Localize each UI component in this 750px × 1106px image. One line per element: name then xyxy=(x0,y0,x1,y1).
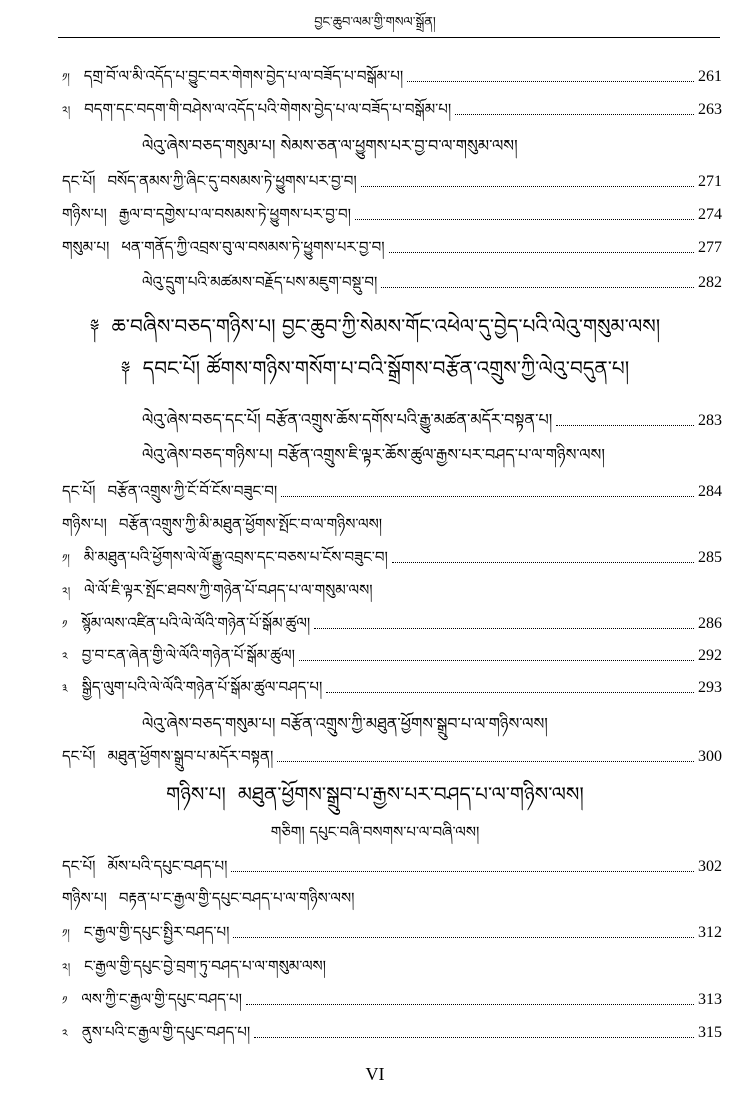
toc-entry-page: 277 xyxy=(698,239,722,256)
toc-entry-title: བདག་དང་བདག་གི་བཤེས་ལ་འདོད་པའི་གེགས་བྱེད་པ་ལ་བཟོད་པ་བསྒོམ་པ། xyxy=(84,100,452,118)
toc-entry-page: 271 xyxy=(698,173,722,190)
toc-entry-page: 293 xyxy=(698,679,722,696)
toc-entry-title: ལེ་ལོ་ཇི་ལྟར་སྤོང་ཐབས་ཀྱི་གཉེན་པོ་བཤད་པ་ལ་གསུམ་ལས། xyxy=(84,581,373,599)
toc-entry-label: དང་པོ། xyxy=(62,482,96,500)
toc-entry xyxy=(62,169,722,194)
section-heading xyxy=(142,134,518,158)
toc-entry-page: 274 xyxy=(698,206,722,223)
toc-entry xyxy=(62,545,722,571)
chapter-heading-title: དབང་པོ། ཚོགས་གཉིས་གསོག་པ་བའི་སྒྲོགས་བརྩོན་འགྲུས་ཀྱི་ལེའུ་བདུན་པ། xyxy=(142,356,630,380)
toc-entry-title: སྙོམ་ལས་འཛིན་པའི་ལེ་ལོའི་གཉེན་པོ་སྒོམ་ཚུལ། xyxy=(81,614,311,632)
toc-entry xyxy=(62,854,722,879)
toc-entry-label: གཉིས་པ། xyxy=(62,205,107,223)
toc-entry xyxy=(62,886,354,910)
toc-entry-title: ལེའུ་ཞེས་བཅད་དང་པོ། བརྩོན་འགྲུས་ཆོས་དགོས་པའི་རྒྱུ་མཚན་མདོར་བསྟན་པ། xyxy=(142,410,553,429)
toc-entry-title: མཐུན་ཕྱོགས་སྒྲུབ་པ་རྒྱས་པར་བཤད་པ་ལ་གཉིས་ལས། xyxy=(237,782,584,806)
toc-entry xyxy=(62,744,722,769)
toc-entry-page: 284 xyxy=(698,483,722,500)
toc-entry-title: བརྟན་པ་ང་རྒྱལ་གྱི་དཔུང་བཤད་པ་ལ་གཉིས་ལས། xyxy=(118,889,355,907)
toc-entry-title: ལེའུ་ཞེས་བཅད་གཉིས་པ། བརྩོན་འགྲུས་ཇི་ལྟར་ཆོས་ཚུལ་རྒྱས་པར་བཤད་པ་ལ་གཉིས་ལས། xyxy=(142,445,605,464)
dot-leader xyxy=(254,1036,694,1038)
subsection-heading xyxy=(0,820,750,844)
dot-leader xyxy=(314,627,694,629)
toc-entry-page: 263 xyxy=(698,101,722,118)
toc-entry-label: དང་པོ། xyxy=(62,172,96,190)
toc-entry-page: 300 xyxy=(698,748,722,765)
toc-entry xyxy=(62,611,722,637)
toc-entry xyxy=(62,1020,722,1046)
toc-entry-label: ༢། xyxy=(62,104,71,117)
subsection-heading xyxy=(0,778,750,810)
dot-leader xyxy=(381,286,694,288)
toc-entry xyxy=(62,64,722,90)
toc-entry-title: བསོད་ནམས་ཀྱི་ཞིང་དུ་བསམས་ཏེ་ཕྱུགས་པར་བྱ་བ། xyxy=(107,172,357,190)
dot-leader xyxy=(233,936,694,938)
toc-entry xyxy=(62,675,722,701)
toc-entry-title: ཕན་གནོད་ཀྱི་འབྲས་བུ་ལ་བསམས་ཏེ་ཕྱུགས་པར་བྱ་བ། xyxy=(121,238,385,256)
toc-entry-title: ང་རྒྱལ་གྱི་དཔུང་བྱེ་བྲག་ཏུ་བཤད་པ་ལ་གསུམ་ལས། xyxy=(84,957,327,975)
dot-leader xyxy=(392,561,694,563)
toc-entry-label: གཉིས་པ། xyxy=(62,889,107,907)
toc-entry-label: གཉིས་པ། xyxy=(62,515,107,533)
toc-entry-label: ༢། xyxy=(62,585,71,598)
toc-entry xyxy=(142,270,722,295)
dot-leader xyxy=(277,760,694,762)
toc-entry-title: གཅིག། དཔུང་བཞི་བསགས་པ་ལ་བཞི་ལས། xyxy=(270,823,480,841)
toc-entry xyxy=(62,954,326,980)
toc-entry-title: སྒྱིད་ལུག་པའི་ལེ་ལོའི་གཉེན་པོ་སྒོམ་ཚུལ་བཤད་པ། xyxy=(81,678,323,696)
toc-entry xyxy=(62,643,722,669)
toc-entry-title: ནུས་པའི་ང་རྒྱལ་གྱི་དཔུང་བཤད་པ། xyxy=(81,1023,251,1041)
toc-entry xyxy=(62,479,722,504)
dot-leader xyxy=(299,659,694,661)
toc-entry xyxy=(62,920,722,946)
toc-entry-page: 292 xyxy=(698,647,722,664)
toc-entry-label: ༡། xyxy=(62,552,70,565)
toc-entry-title: བརྩོན་འགྲུས་ཀྱི་ངོ་བོ་ངོས་བཟུང་བ། xyxy=(107,482,278,500)
dot-leader xyxy=(556,424,694,426)
toc-entry-page: 261 xyxy=(698,68,722,85)
running-header: བྱང་ཆུབ་ལམ་གྱི་གསལ་སྒྲོན། xyxy=(314,15,436,30)
toc-entry-label: ༡ xyxy=(62,618,68,631)
toc-entry xyxy=(62,987,722,1013)
toc-entry-label: དང་པོ། xyxy=(62,857,96,875)
toc-entry-label: ༢ xyxy=(62,1027,68,1040)
toc-entry-title: རྒྱལ་བ་དགྱེས་པ་ལ་བསམས་ཏེ་ཕྱུགས་པར་བྱ་བ། xyxy=(118,205,351,223)
toc-entry-page: 286 xyxy=(698,615,722,632)
toc-entry-title: ལེའུ་ཞེས་བཅད་གསུམ་པ། བརྩོན་འགྲུས་ཀྱི་མཐུན་ཕྱོགས་སྒྲུབ་པ་ལ་གཉིས་ལས། xyxy=(142,714,548,733)
dot-leader xyxy=(407,80,694,82)
part-heading-title: ཆ་བཞིས་བཅད་གཉིས་པ། བྱང་ཆུབ་ཀྱི་སེམས་གོང་འཕེལ་དུ་བྱེད་པའི་ལེའུ་གསུམ་ལས། xyxy=(111,314,661,338)
chapter-heading xyxy=(0,352,750,384)
toc-entry-title: ང་རྒྱལ་གྱི་དཔུང་སྤྱིར་བཤད་པ། xyxy=(83,923,230,941)
section-heading xyxy=(142,443,605,467)
part-heading xyxy=(0,310,750,342)
toc-entry-title: ལེའུ་དྲུག་པའི་མཚམས་བརྗོད་པས་མཇུག་བསྡུ་བ། xyxy=(142,273,378,291)
toc-entry-label: གསུམ་པ། xyxy=(62,238,110,256)
toc-entry-label: གཉིས་པ། xyxy=(166,782,226,806)
toc-entry xyxy=(62,97,722,123)
section-heading xyxy=(142,712,548,736)
toc-entry-title: མོས་པའི་དཔུང་བཤད་པ། xyxy=(107,857,228,875)
toc-entry xyxy=(62,578,373,604)
toc-entry-page: 285 xyxy=(698,549,722,566)
toc-entry-label: ༡། xyxy=(62,927,70,940)
toc-entry xyxy=(142,408,722,433)
toc-entry-label: ༢ xyxy=(62,650,68,663)
dot-leader xyxy=(355,218,694,220)
toc-entry-label: ༡། xyxy=(62,71,70,84)
toc-entry-page: 302 xyxy=(698,858,722,875)
dot-leader xyxy=(389,251,694,253)
toc-entry-page: 312 xyxy=(698,924,722,941)
chapter-heading-mark: ༈ xyxy=(120,356,131,380)
toc-entry-title: ལས་ཀྱི་ང་རྒྱལ་གྱི་དཔུང་བཤད་པ། xyxy=(81,990,242,1008)
dot-leader xyxy=(281,495,694,497)
toc-entry-page: 315 xyxy=(698,1024,722,1041)
toc-entry-page: 313 xyxy=(698,991,722,1008)
page-number: VI xyxy=(365,1064,385,1084)
toc-entry-page: 283 xyxy=(698,412,722,429)
toc-entry-label: ༣ xyxy=(62,682,68,695)
dot-leader xyxy=(246,1003,694,1005)
toc-entry-page: 282 xyxy=(698,274,722,291)
toc-entry-label: ༢། xyxy=(62,961,71,974)
toc-entry-label: དང་པོ། xyxy=(62,747,96,765)
toc-entry xyxy=(62,202,722,227)
toc-entry-title: བྱ་བ་ངན་ཞེན་གྱི་ལེ་ལོའི་གཉེན་པོ་སྒོམ་ཚུལ། xyxy=(81,646,295,664)
toc-entry-title: མི་མཐུན་པའི་ཕྱོགས་ལེ་ལོ་རྒྱུ་འབྲས་དང་བཅས་པ་ངོས་བཟུང་བ། xyxy=(83,548,388,566)
toc-entry-title: ལེའུ་ཞེས་བཅད་གསུམ་པ། སེམས་ཅན་ལ་ཕྱུགས་པར་བྱ་བ་ལ་གསུམ་ལས། xyxy=(142,136,518,155)
dot-leader xyxy=(326,691,694,693)
dot-leader xyxy=(455,113,694,115)
toc-entry xyxy=(62,235,722,260)
toc-entry-title: མཐུན་ཕྱོགས་སྒྲུབ་པ་མདོར་བསྟན། xyxy=(107,747,274,765)
dot-leader xyxy=(231,870,694,872)
part-heading-mark: ༈ xyxy=(89,314,100,338)
toc-entry-label: ༡ xyxy=(62,994,68,1007)
toc-entry xyxy=(62,512,382,536)
dot-leader xyxy=(361,185,694,187)
toc-entry-title: བརྩོན་འགྲུས་ཀྱི་མི་མཐུན་ཕྱོགས་སྤོང་བ་ལ་གཉིས་ལས། xyxy=(118,515,383,533)
toc-entry-title: དགྲ་བོ་ལ་མི་འདོད་པ་བྱུང་བར་གེགས་བྱེད་པ་ལ་བཟོད་པ་བསྒོམ་པ། xyxy=(83,67,404,85)
